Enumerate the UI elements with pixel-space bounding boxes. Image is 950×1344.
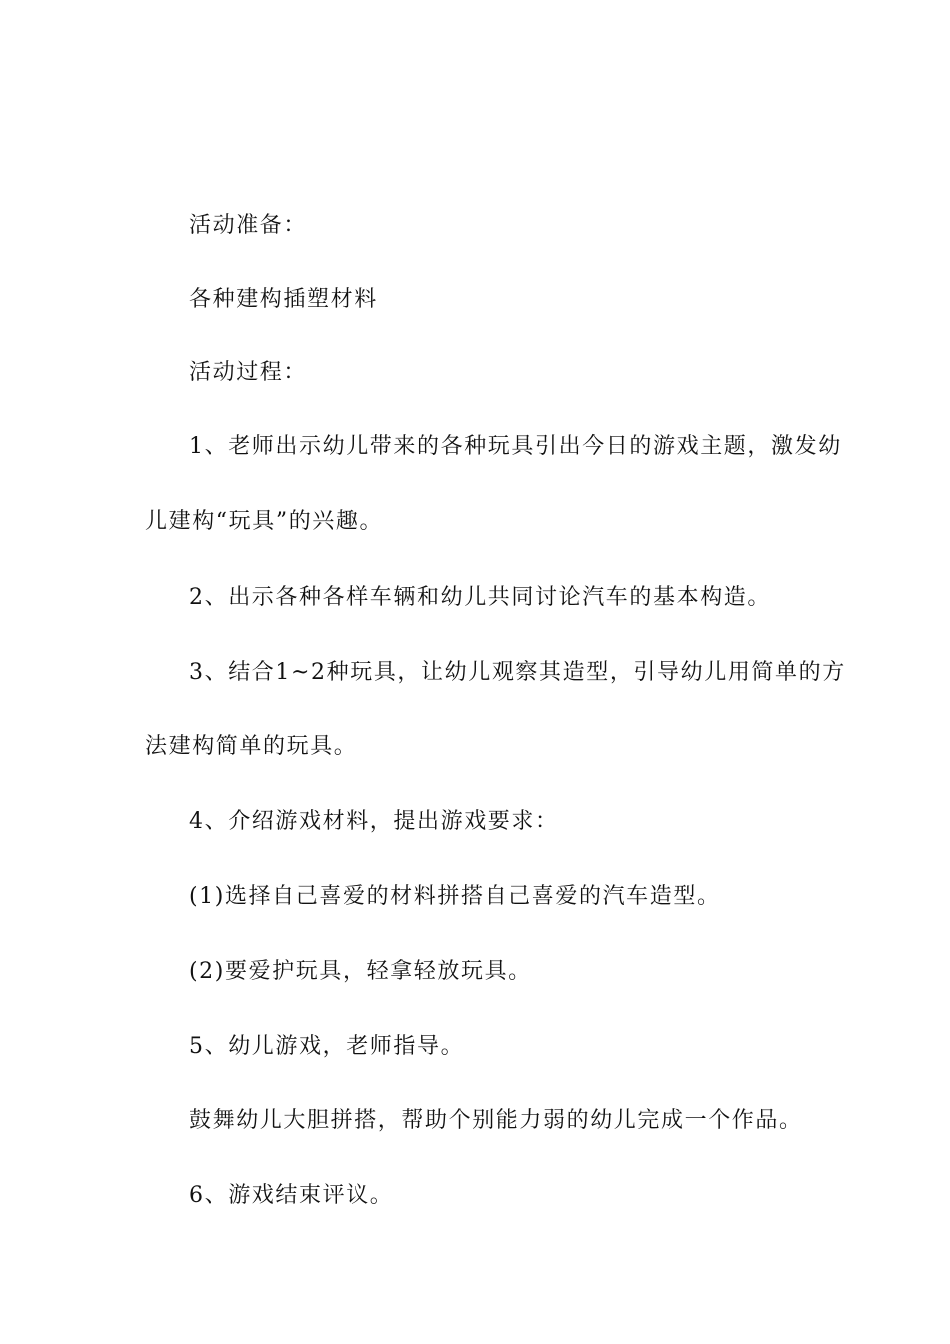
step-4: 4、介绍游戏材料，提出游戏要求： bbox=[189, 809, 559, 834]
step-2: 2、出示各种各样车辆和幼儿共同讨论汽车的基本构造。 bbox=[189, 585, 771, 610]
step-3-line-2: 法建构简单的玩具。 bbox=[145, 734, 358, 759]
encouragement-paragraph: 鼓舞幼儿大胆拼搭，帮助个别能力弱的幼儿完成一个作品。 bbox=[189, 1108, 803, 1133]
heading-activity-preparation: 活动准备： bbox=[189, 213, 308, 238]
step-3-line-1: 3、结合1~2种玩具，让幼儿观察其造型，引导幼儿用简单的方 bbox=[189, 660, 846, 685]
step-1-line-1: 1、老师出示幼儿带来的各种玩具引出今日的游戏主题，激发幼 bbox=[189, 434, 842, 459]
requirement-1: (1)选择自己喜爱的材料拼搭自己喜爱的汽车造型。 bbox=[189, 884, 721, 909]
heading-activity-process: 活动过程： bbox=[189, 360, 308, 385]
paragraph-materials: 各种建构插塑材料 bbox=[189, 287, 378, 312]
requirement-2: (2)要爱护玩具，轻拿轻放玩具。 bbox=[189, 959, 532, 984]
step-5: 5、幼儿游戏，老师指导。 bbox=[189, 1034, 465, 1059]
step-6: 6、游戏结束评议。 bbox=[189, 1183, 394, 1208]
step-1-line-2: 儿建构“玩具”的兴趣。 bbox=[145, 509, 384, 534]
